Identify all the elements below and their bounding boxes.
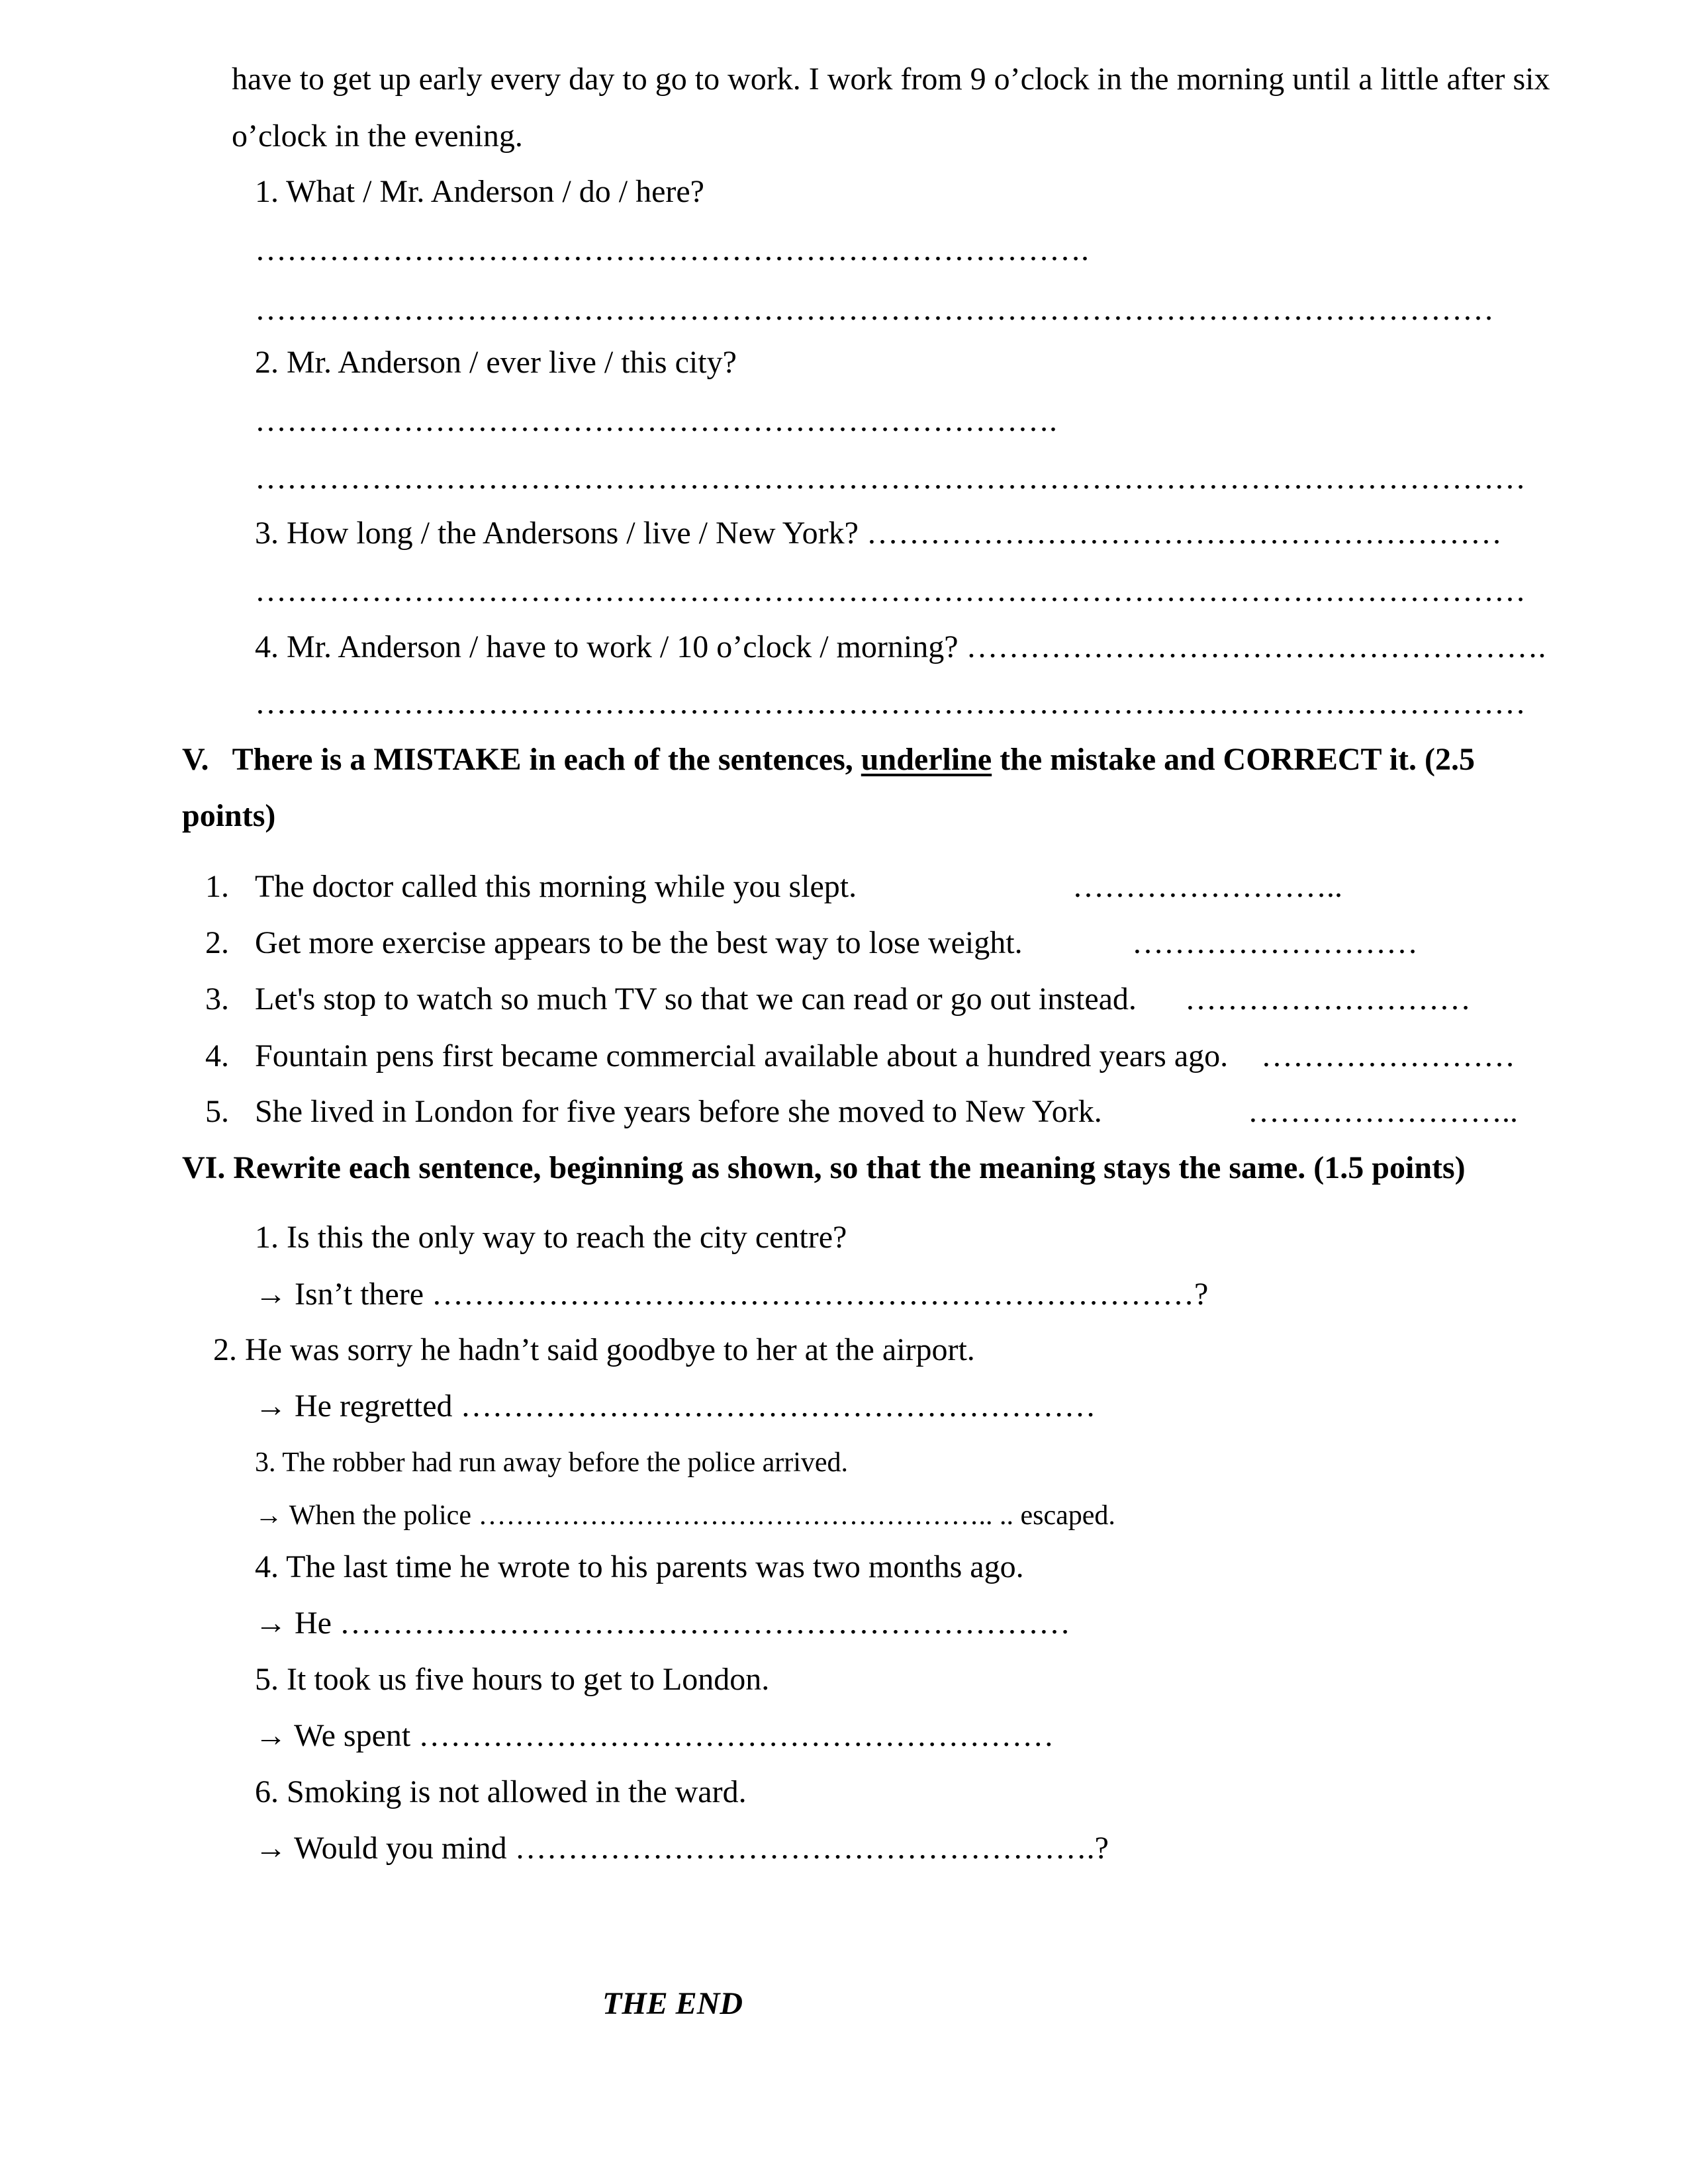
section-6-item-1-prompt: 1. Is this the only way to reach the city centre? [255, 1220, 847, 1255]
the-end-label: THE END [602, 1986, 743, 2021]
question-1-answer-line-b[interactable]: ……………………………………………………………………………………………………… [255, 292, 1494, 327]
section-6-heading: VI. Rewrite each sentence, beginning as shown, so that the meaning stays the same. (1.5 points) [182, 1150, 1466, 1185]
section-5-heading-text: V. There is a MISTAKE in each of the sentences, [182, 742, 861, 777]
section-5-heading-line-2: points) [182, 798, 276, 833]
question-2-prompt: 2. Mr. Anderson / ever live / this city? [255, 345, 737, 380]
section-5-item-2-blank[interactable]: ……………………… [1132, 925, 1418, 960]
section-6-item-6-answer[interactable]: → Would you mind ……………………………………………….? [255, 1831, 1109, 1866]
section-5-item-4-blank[interactable]: …………………… [1261, 1038, 1515, 1073]
section-6-item-5-answer[interactable]: → We spent …………………………………………………… [255, 1718, 1055, 1753]
section-5-item-3-number: 3. [205, 981, 229, 1017]
intro-line-1: have to get up early every day to go to work. I work from 9 o’clock in the morning until a little after six [232, 62, 1550, 97]
section-5-item-1-number: 1. [205, 869, 229, 904]
section-6-item-4-prompt: 4. The last time he wrote to his parents was two months ago. [255, 1549, 1024, 1584]
section-6-item-3-prompt: 3. The robber had run away before the police arrived. [255, 1447, 849, 1478]
section-5-item-2-number: 2. [205, 925, 229, 960]
section-5-item-1-blank[interactable]: …………………….. [1072, 869, 1342, 904]
section-5-item-2-text: Get more exercise appears to be the best way to lose weight. [255, 925, 1023, 960]
section-5-item-4-text: Fountain pens first became commercial available about a hundred years ago. [255, 1038, 1229, 1073]
section-6-item-2-answer[interactable]: → He regretted …………………………………………………… [255, 1388, 1096, 1424]
section-5-item-5-number: 5. [205, 1094, 229, 1129]
section-5-heading [182, 741, 1475, 778]
question-3-answer-line[interactable]: ………………………………………………………………………………………………………… [255, 573, 1526, 608]
section-5-heading-text-end: the mistake and CORRECT it. (2.5 [992, 742, 1475, 777]
section-5-item-4-number: 4. [205, 1038, 229, 1073]
section-5-item-3-text: Let's stop to watch so much TV so that we can read or go out instead. [255, 981, 1137, 1017]
section-5-item-5-text: She lived in London for five years before she moved to New York. [255, 1094, 1102, 1129]
section-6-item-3-answer[interactable]: → When the police ……………………………………………….. .. escaped. [255, 1500, 1115, 1531]
question-3-prompt: 3. How long / the Andersons / live / New York? …………………………………………………… [255, 516, 1502, 551]
question-1-answer-line-a[interactable]: ……………………………………………………………………. [255, 232, 1089, 267]
question-1-prompt: 1. What / Mr. Anderson / do / here? [255, 174, 704, 209]
section-6-item-1-answer[interactable]: → Isn’t there ………………………………………………………………? [255, 1277, 1209, 1312]
section-6-item-6-prompt: 6. Smoking is not allowed in the ward. [255, 1774, 747, 1809]
section-5-item-1-text: The doctor called this morning while you slept. [255, 869, 857, 904]
section-5-item-5-blank[interactable]: …………………….. [1248, 1094, 1518, 1129]
question-2-answer-line-a[interactable]: …………………………………………………………………. [255, 403, 1057, 438]
section-5-item-3-blank[interactable]: ……………………… [1185, 981, 1471, 1017]
question-2-answer-line-b[interactable]: ………………………………………………………………………………………………………… [255, 461, 1526, 496]
section-6-item-2-prompt: 2. He was sorry he hadn’t said goodbye to her at the airport. [213, 1332, 975, 1367]
section-6-item-4-answer[interactable]: → He …………………………………………………………… [255, 1606, 1070, 1641]
section-5-heading-underline: underline [861, 742, 992, 777]
section-6-item-5-prompt: 5. It took us five hours to get to London. [255, 1662, 770, 1697]
intro-line-2: o’clock in the evening. [232, 118, 523, 154]
question-4-answer-line[interactable]: ………………………………………………………………………………………………………… [255, 686, 1526, 721]
question-4-prompt: 4. Mr. Anderson / have to work / 10 o’clock / morning? ………………………………………………. [255, 629, 1546, 664]
